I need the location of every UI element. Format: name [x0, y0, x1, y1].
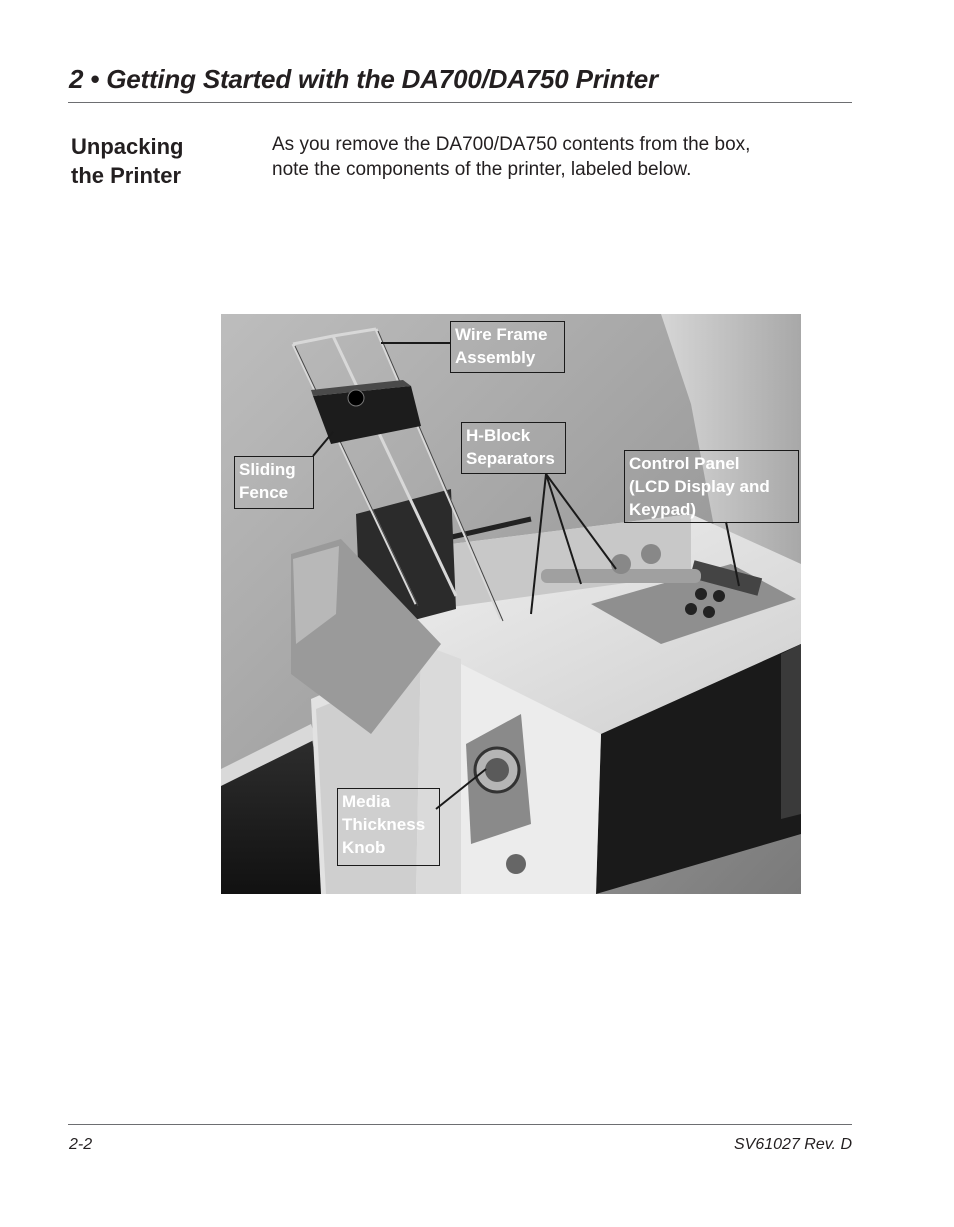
- section-heading-line: the Printer: [71, 163, 182, 188]
- callout-label: Keypad): [629, 500, 697, 519]
- document-reference: SV61027 Rev. D: [734, 1136, 852, 1153]
- callout-label: H-Block: [466, 426, 531, 445]
- callout-label: Wire Frame: [455, 325, 548, 344]
- callout-label: Thickness: [342, 815, 426, 834]
- callout-control-panel: [624, 450, 799, 523]
- callout-label: Sliding: [239, 460, 296, 479]
- callout-media-thickness-knob: [337, 788, 440, 866]
- printer-photo-figure: [221, 314, 801, 894]
- callout-wire-frame-assembly: [450, 321, 565, 373]
- section-heading-line: Unpacking: [71, 134, 184, 159]
- callout-label: Knob: [342, 838, 386, 857]
- intro-line: note the components of the printer, labeled below.: [272, 159, 692, 180]
- section-heading: [71, 132, 251, 190]
- printer-photo: [221, 314, 801, 894]
- footer-rule: [68, 1124, 852, 1125]
- callout-label: Separators: [466, 449, 555, 468]
- callout-h-block-separators: [461, 422, 566, 474]
- intro-paragraph: [272, 132, 832, 182]
- callout-label: Assembly: [455, 348, 536, 367]
- callout-label: Media: [342, 792, 391, 811]
- intro-line: As you remove the DA700/DA750 contents from the box,: [272, 134, 751, 155]
- callout-label: Fence: [239, 483, 289, 502]
- callout-label: Control Panel: [629, 454, 740, 473]
- callout-sliding-fence: [234, 456, 314, 509]
- header-rule: [68, 102, 852, 103]
- page-number: 2-2: [69, 1136, 93, 1153]
- chapter-title: 2 • Getting Started with the DA700/DA750 Printer: [69, 64, 658, 94]
- callout-label: (LCD Display and: [629, 477, 770, 496]
